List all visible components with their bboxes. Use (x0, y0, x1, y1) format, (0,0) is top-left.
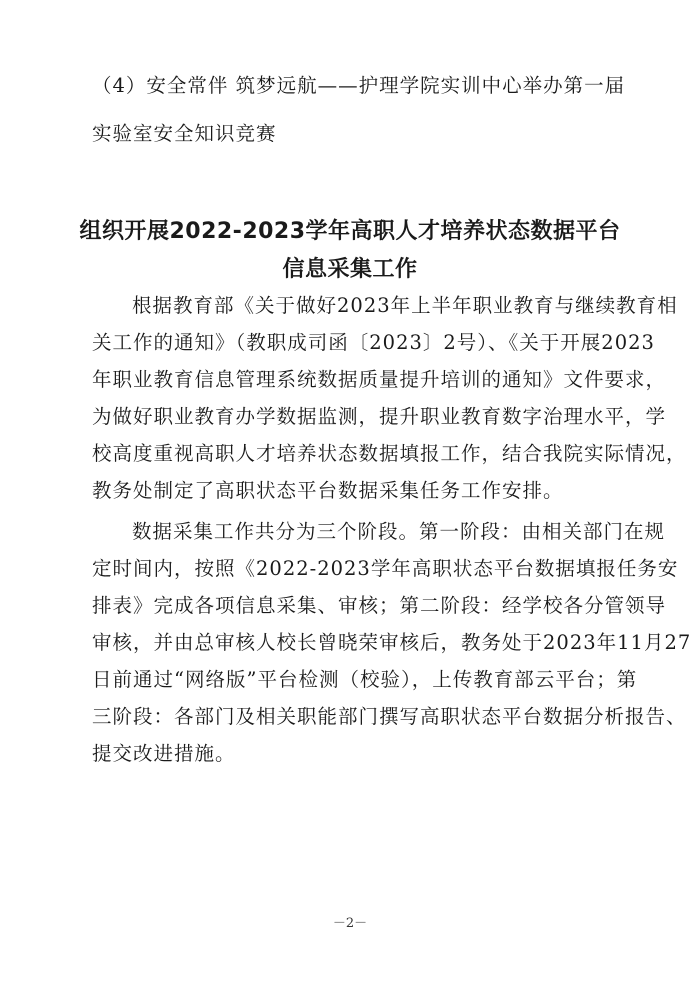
paragraph-line: 为做好职业教育办学数据监测，提升职业教育数字治理水平，学 (92, 405, 667, 428)
section-title-line: 信息采集工作 (282, 257, 418, 282)
paragraph-line: 根据教育部《关于做好2023年上半年职业教育与继续教育相 (132, 294, 678, 317)
paragraph-line: 日前通过“网络版”平台检测（校验），上传教育部云平台；第 (92, 668, 638, 691)
paragraph-line: 校高度重视高职人才培养状态数据填报工作，结合我院实际情况， (92, 442, 687, 465)
page-number: －2－ (332, 916, 368, 931)
paragraph-line: 三阶段：各部门及相关职能部门撰写高职状态平台数据分析报告、 (92, 705, 687, 728)
section-title-line: 组织开展2022-2023学年高职人才培养状态数据平台 (79, 219, 621, 244)
paragraph-line: 排表》完成各项信息采集、审核；第二阶段：经学校各分管领导 (92, 594, 667, 617)
paragraph-line: 教务处制定了高职状态平台数据采集任务工作安排。 (92, 479, 564, 502)
paragraph-line: 定时间内，按照《2022-2023学年高职状态平台数据填报任务安 (92, 557, 679, 580)
paragraph-line: 关工作的通知》（教职成司函〔2023〕2号）、《关于开展2023 (92, 331, 655, 354)
paragraph-line: 提交改进措施。 (92, 742, 236, 765)
paragraph-line: 数据采集工作共分为三个阶段。第一阶段：由相关部门在规 (132, 520, 666, 543)
item-heading-line: （4）安全常伴 筑梦远航——护理学院实训中心举办第一届 (92, 74, 626, 97)
paragraph-line: 审核，并由总审核人校长曾晓荣审核后，教务处于2023年11月27 (92, 631, 692, 654)
paragraph-line: 年职业教育信息管理系统数据质量提升培训的通知》文件要求， (92, 368, 667, 391)
item-heading-line: 实验室安全知识竞赛 (92, 122, 277, 145)
